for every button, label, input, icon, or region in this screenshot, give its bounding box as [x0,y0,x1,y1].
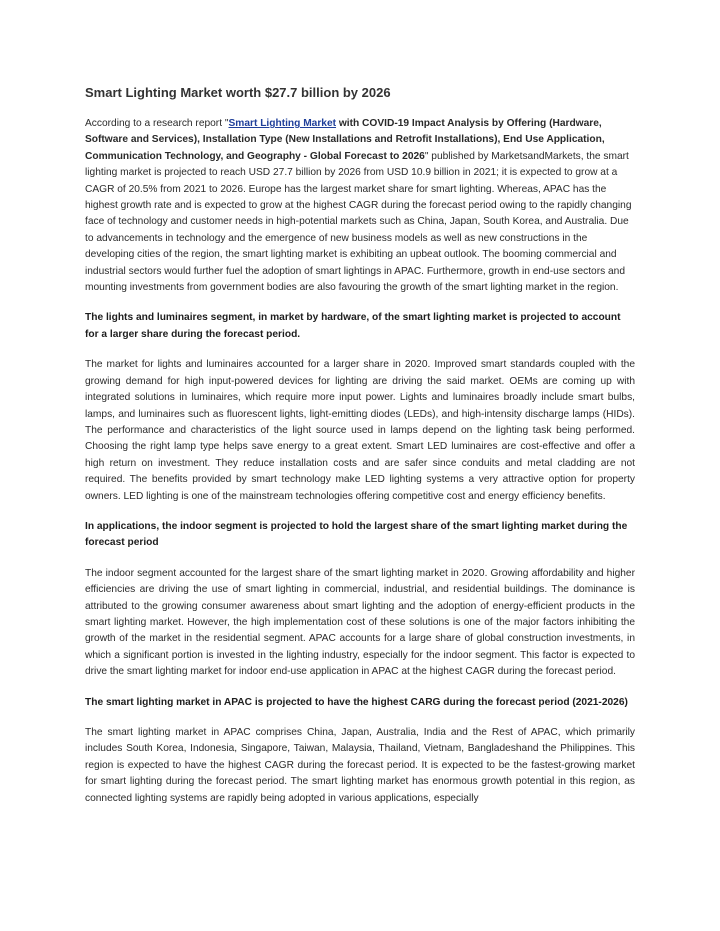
document-title: Smart Lighting Market worth $27.7 billion by 2026 [85,85,391,100]
section-heading-lights-luminaires: The lights and luminaires segment, in market by hardware, of the smart lighting market is projected to account for a larger share during the forecast period. [85,312,621,340]
intro-prefix: According to a research report " [85,118,229,129]
smart-lighting-market-link[interactable]: Smart Lighting Market [228,118,337,129]
document-page [85,84,635,821]
section-heading-apac: The smart lighting market in APAC is projected to have the highest CARG during the forecast period (2021-2026) [85,696,628,708]
intro-paragraph [85,116,635,296]
section-body-lights-luminaires: The market for lights and luminaires accounted for a larger share in 2020. Improved smart standards coupled with the growing demand for high input-powered devices for lighting are driving the said market. OEMs are coming up with integrated solutions in luminaires, which require more input power. Lights and luminaires broadly include smart bulbs, lamps, and luminaires such as fluorescent lights, light-emitting diodes (LEDs), and high-intensity discharge lamps (HIDs). The performance and characteristics of the light source used in lamps depend on the lighting task being performed. Choosing the right lamp type helps save energy to a great extent. Smart LED luminaires are cost-effective and offer a high return on investment. They reduce installation costs and are safer since conduits and metal cladding are not required. The benefits provided by smart technology make LED lighting systems a very attractive option for property owners. LED lighting is one of the mainstream technologies offering competitive cost and energy efficiency benefits. [85,359,635,502]
section-body-indoor: The indoor segment accounted for the largest share of the smart lighting market in 2020. Growing affordability and higher efficiencies are driving the use of smart lighting in commercial, industrial, and residential buildings. The dominance is attributed to the growing consumer awareness about smart lighting and the adoption of energy-efficient products in the smart lighting market. However, the high implementation cost of these solutions is one of the major factors inhibiting the growth of the market in the residential segment. APAC accounts for a large share of global construction investments, in which a significant portion is invested in the lighting industry, especially for the indoor segment. This factor is expected to drive the smart lighting market for indoor end-use application in APAC at the highest CAGR during the forecast period. [85,567,635,678]
section-body-apac: The smart lighting market in APAC comprises China, Japan, Australia, India and the Rest of APAC, which primarily includes South Korea, Indonesia, Singapore, Taiwan, Malaysia, Thailand, Vietnam, Bangladeshand the Philippines. This region is expected to have the highest CAGR during the forecast period. It is expected to be the fastest-growing market for smart lighting during the forecast period. The smart lighting market has enormous growth potential in this region, as connected lighting systems are rapidly being adopted in various applications, especially [85,727,635,804]
intro-suffix: " published by MarketsandMarkets, the smart lighting market is projected to reach USD 27.7 billion by 2026 from USD 10.9 billion in 2021; it is expected to grow at a CAGR of 20.5% from 2021 to 2026. Europe has the largest market share for smart lighting. Whereas, APAC has the highest growth rate and is expected to grow at the highest CAGR during the forecast period owing to the rapidly changing face of technology and customer needs in high-potential markets such as China, Japan, South Korea, and Australia. Due to advancements in technology and the emergence of new business models as well as new constructions in the developing cities of the region, the smart lighting market is exhibiting an upbeat outlook. The booming commercial and industrial sectors would further fuel the adoption of smart lightings in APAC. Furthermore, growth in end-use sectors and mounting investments from government bodies are also favouring the growth of the smart lighting market in the region. [85,150,632,294]
intro-report-title: with COVID-19 Impact Analysis by Offering (Hardware, Software and Services), Installation Type (New Installations and Retrofit Installations), End Use Application, Communication Technology, and Geography - Global Forecast to 2026 [85,118,605,162]
section-heading-indoor: In applications, the indoor segment is projected to hold the largest share of the smart lighting market during the forecast period [85,520,628,549]
